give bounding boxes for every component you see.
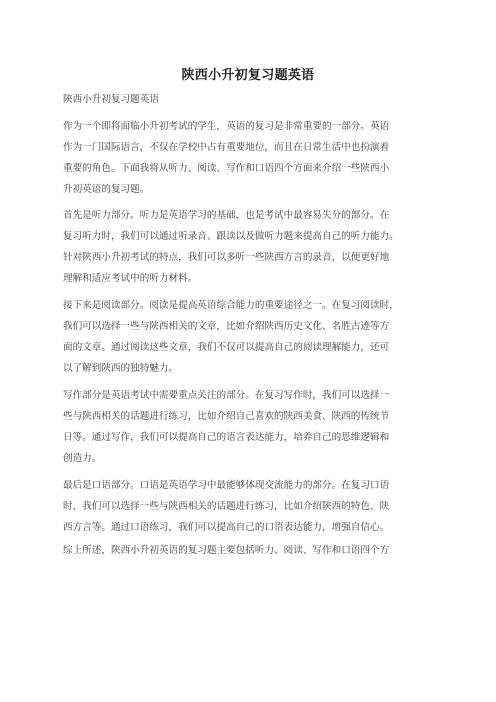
text-line: 创造力。	[63, 453, 102, 464]
text-line: 升初英语的复习题。	[63, 184, 150, 195]
text-line: 写作部分是英语考试中需要重点关注的部分。在复习写作时，我们可以选择一	[63, 390, 390, 401]
text-line: 些与陕西相关的话题进行练习，比如介绍自己喜欢的陕西美食、陕西的传统节	[63, 411, 390, 422]
text-line: 日等。通过写作，我们可以提高自己的语言表达能力，培养自己的思维逻辑和	[63, 432, 390, 443]
text-line: 西方言等。通过口语练习，我们可以提高自己的口语表达能力，增强自信心。	[63, 522, 390, 533]
text-line: 以了解到陕西的独特魅力。	[63, 363, 179, 374]
text-line: 接下来是阅读部分。阅读是提高英语综合能力的重要途径之一。在复习阅读时，	[63, 300, 399, 311]
text-line: 重要的角色。下面我将从听力、阅读、写作和口语四个方面来介绍一些陕西小	[63, 163, 390, 174]
text-line: 时，我们可以选择一些与陕西相关的话题进行练习，比如介绍陕西的特色、陕	[63, 501, 390, 512]
text-line: 作为一门国际语言，不仅在学校中占有重要地位，而且在日常生活中也扮演着	[63, 142, 390, 153]
text-line: 理解和适应考试中的听力材料。	[63, 273, 198, 284]
text-line: 作为一个即将面临小升初考试的学生，英语的复习是非常重要的一部分。英语	[63, 121, 390, 132]
text-line: 综上所述，陕西小升初英语的复习题主要包括听力、阅读、写作和口语四个方	[63, 545, 390, 556]
text-line: 最后是口语部分。口语是英语学习中最能够体现交流能力的部分。在复习口语	[63, 480, 390, 491]
text-line: 我们可以选择一些与陕西相关的文章，比如介绍陕西历史文化、名胜古迹等方	[63, 321, 390, 332]
document-title: 陕西小升初复习题英语	[181, 68, 315, 83]
subtitle-line: 陕西小升初复习题英语	[63, 94, 159, 105]
text-line: 首先是听力部分。听力是英语学习的基础，也是考试中最容易失分的部分。在	[63, 210, 390, 221]
text-line: 面的文章。通过阅读这些文章，我们不仅可以提高自己的阅读理解能力，还可	[63, 342, 390, 353]
text-line: 复习听力时，我们可以通过听录音、跟读以及做听力题来提高自己的听力能力。	[63, 231, 399, 242]
text-line: 针对陕西小升初考试的特点，我们可以多听一些陕西方言的录音，以便更好地	[63, 252, 390, 263]
